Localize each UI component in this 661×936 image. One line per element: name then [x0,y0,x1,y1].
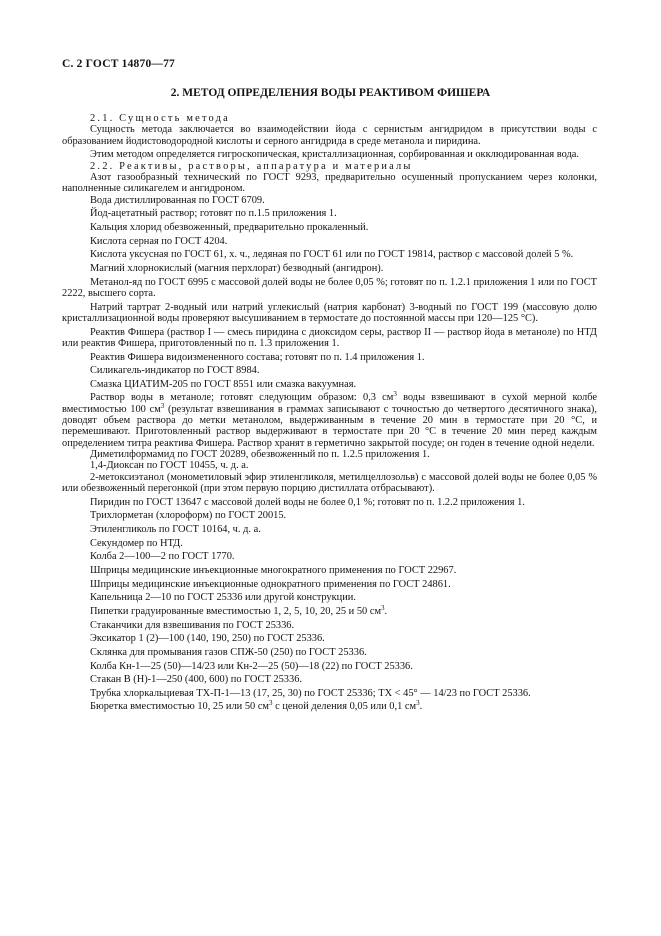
paragraph: Кислота уксусная по ГОСТ 61, х. ч., ледяная по ГОСТ 61 или по ГОСТ 19814, раствор с массовой долей 5 %. [90,249,574,261]
subsection-heading-2-2: 2.2. Реактивы, растворы, аппаратура и материалы [90,160,413,172]
paragraph: Шприцы медицинские инъекционные многократного применения по ГОСТ 22967. [90,565,457,577]
paragraph: Трихлорметан (хлороформ) по ГОСТ 20015. [90,510,287,522]
paragraph: Эксикатор 1 (2)—100 (140, 190, 250) по ГОСТ 25336. [90,633,325,645]
paragraph: Пипетки градуированные вместимостью 1, 2, 5, 10, 20, 25 и 50 $см^3$. [90,603,388,617]
subsection-heading-2-1: 2.1. Сущность метода [90,113,230,124]
paragraph: Раствор воды в метаноле; готовят следующим образом: 0,3 $см^3$ воды взвешивают в сухой мерной колбе вместимостью 100 $см^3$ (результат взвешивания в граммах записывают с точностью до четвертого десятичного знака), доводят объем раствора до метки метанолом, выдерживанным в течение 20 мин в термостате при 20 °С, и перемешивают. Приготовленный раствор выдерживают в термостате при 20 °С в течение 20 мин перед каждым определением титра реактива Фишера. Раствор хранят в герметично закрытой посуде; он годен в течение одной недели. [62,390,597,449]
page-header: С. 2 ГОСТ 14870—77 [62,58,175,70]
paragraph: Метанол-яд по ГОСТ 6995 с массовой долей воды не более 0,05 %; готовят по п. 1.2.1 приложения 1 или по ГОСТ 2222, высшего сорта. [62,276,597,299]
paragraph: Вода дистиллированная по ГОСТ 6709. [90,194,265,206]
paragraph: Склянка для промывания газов СПЖ-50 (250) по ГОСТ 25336. [90,646,367,658]
paragraph: Стакан В (Н)-1—250 (400, 600) по ГОСТ 25336. [90,674,302,686]
paragraph: Сущность метода заключается во взаимодействии йода с сернистым ангидридом в присутствии воды с образованием йодистоводородной кислоты и серного ангидрида в среде метанола и пиридина. [62,124,597,147]
paragraph: Реактив Фишера видоизмененного состава; готовят по п. 1.4 приложения 1. [90,351,425,363]
paragraph: Колба Кн-1—25 (50)—14/23 или Кн-2—25 (50)—18 (22) по ГОСТ 25336. [90,660,413,672]
paragraph: Колба 2—100—2 по ГОСТ 1770. [90,551,235,563]
paragraph: Стаканчики для взвешивания по ГОСТ 25336. [90,619,295,631]
paragraph: Азот газообразный технический по ГОСТ 9293, предварительно осушенный пропусканием через колонки, наполненные силикагелем и ангидроном. [62,172,597,195]
paragraph: Шприцы медицинские инъекционные однократного применения по ГОСТ 24861. [90,578,451,590]
paragraph: Магний хлорнокислый (магния перхлорат) безводный (ангидрон). [90,262,384,274]
paragraph: Капельница 2—10 по ГОСТ 25336 или другой конструкции. [90,592,356,604]
paragraph: Пиридин по ГОСТ 13647 с массовой долей воды не более 0,1 %; готовят по п. 1.2.2 приложения 1. [90,496,525,508]
paragraph: Трубка хлоркальциевая ТХ-П-1—13 (17, 25, 30) по ГОСТ 25336; ТХ < 45° — 14/23 по ГОСТ 25336. [90,687,531,699]
paragraph: Кислота серная по ГОСТ 4204. [90,235,228,247]
body-text [62,113,597,713]
paragraph: Кальция хлорид обезвоженный, предварительно прокаленный. [90,221,369,233]
paragraph: Йод-ацетатный раствор; готовят по п.1.5 приложения 1. [90,208,337,220]
paragraph: 1,4-Диоксан по ГОСТ 10455, ч. д. а. [90,460,249,472]
paragraph: Диметилформамид по ГОСТ 20289, обезвоженный по п. 1.2.5 приложения 1. [90,449,430,461]
paragraph: Этиленгликоль по ГОСТ 10164, ч. д. а. [90,524,261,536]
paragraph: Реактив Фишера (раствор I — смесь пиридина с диоксидом серы, раствор II — раствор йода в метаноле) по НТД или реактив Фишера, приготовленный по п. 1.3 приложения 1. [62,326,597,349]
section-title: 2. МЕТОД ОПРЕДЕЛЕНИЯ ВОДЫ РЕАКТИВОМ ФИШЕРА [170,87,491,99]
paragraph: Секундомер по НТД. [90,537,183,549]
paragraph: Этим методом определяется гигроскопическая, кристаллизационная, сорбированная и окклюдированная вода. [90,149,580,161]
paragraph: Натрий тартрат 2-водный или натрий углекислый (натрия карбонат) 3-водный по ГОСТ 199 (массовую долю кристаллизационной воды проверяют высушиванием в термостате до постоянной массы при 120—125 °С). [62,301,597,324]
paragraph: Бюретка вместимостью 10, 25 или 50 $см^3$ с ценой деления 0,05 или 0,1 $см^3$. [90,699,423,713]
paragraph: 2-метоксиэтанол (монометиловый эфир этиленгликоля, метилцеллозольв) с массовой долей воды не более 0,05 % или обезвоженный перегонкой (при этом первую порцию дистиллата отбрасывают). [62,471,597,495]
paragraph: Смазка ЦИАТИМ-205 по ГОСТ 8551 или смазка вакуумная. [90,378,357,390]
paragraph: Силикагель-индикатор по ГОСТ 8984. [90,365,260,377]
